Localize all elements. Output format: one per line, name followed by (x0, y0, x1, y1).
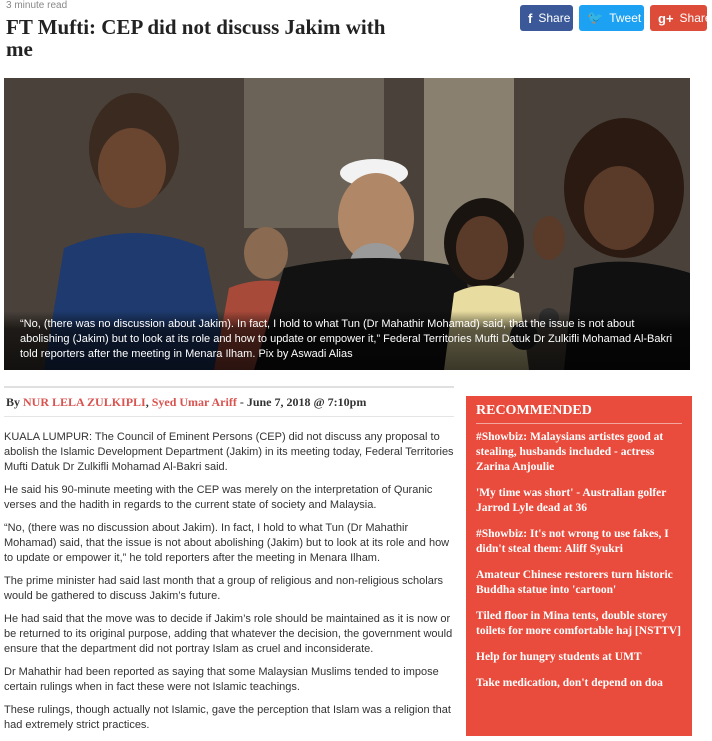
share-bar (520, 5, 712, 31)
read-time: 3 minute read (6, 0, 68, 11)
facebook-icon: f (528, 10, 533, 26)
twitter-share-label: Tweet (609, 11, 642, 25)
recommended-link[interactable]: Amateur Chinese restorers turn historic Buddha statue into 'cartoon' (476, 569, 673, 596)
byline-prefix: By (6, 395, 21, 409)
recommended-link[interactable]: Help for hungry students at UMT (476, 651, 642, 663)
twitter-icon: 🐦 (587, 10, 604, 25)
author-link[interactable]: Syed Umar Ariff (151, 395, 237, 409)
recommended-link[interactable]: Tiled floor in Mina tents, double storey toilets for more comfortable haj [NSTTV] (476, 610, 681, 637)
publish-date: - June 7, 2018 @ 7:10pm (239, 395, 367, 409)
author-separator: , (145, 395, 149, 409)
article-paragraph: “No, (there was no discussion about Jakim). In fact, I hold to what Tun (Dr Mahathir Mohamad) said, that the issue is not about abolishing (Jakim) but to look at its role and how to update or empower it,” he told reporters after the meeting in Menara Ilham. (4, 522, 450, 564)
article-paragraph: The prime minister had said last month that a group of religious and non-religious scholars would be gathered to discuss Jakim’s future. (4, 575, 444, 602)
byline (6, 395, 366, 410)
divider (4, 386, 454, 388)
facebook-share-button[interactable] (520, 5, 573, 31)
recommended-link[interactable]: #Showbiz: It's not wrong to use fakes, I didn't steal them: Aliff Syukri (476, 528, 669, 555)
twitter-share-button[interactable] (579, 5, 644, 31)
article-paragraph: These rulings, though actually not Islamic, gave the perception that Islam was a religion that had extremely strict practices. (4, 704, 451, 731)
divider (4, 416, 454, 417)
article-body (4, 430, 456, 741)
google-plus-icon: g+ (658, 10, 674, 26)
author-link[interactable]: NUR LELA ZULKIPLI (23, 395, 146, 409)
article-paragraph: Dr Mahathir had been reported as saying that some Malaysian Muslims tended to impose certain rulings when in fact these were not Islamic teachings. (4, 666, 439, 693)
google-plus-share-button[interactable] (650, 5, 712, 31)
recommended-link[interactable]: 'My time was short' - Australian golfer Jarrod Lyle dead at 36 (476, 487, 667, 514)
article-title: FT Mufti: CEP did not discuss Jakim with me (6, 15, 386, 61)
recommended-link[interactable]: #Showbiz: Malaysians artistes good at stealing, husbands included - actress Zarina Anjoulie (476, 431, 664, 473)
photo-caption: “No, (there was no discussion about Jakim). In fact, I hold to what Tun (Dr Mahathir Mohamad) said, that the issue is not about abolishing (Jakim) but to look at its role and how to update or empower it,” Federal Territories Mufti Datuk Dr Zulkifli Mohamad Al-Bakri told reporters after the meeting in Menara Ilham. Pix by Aswadi Alias (4, 311, 690, 370)
article-paragraph: He had said that the move was to decide if Jakim’s role should be maintained as it is now or be returned to its original purpose, adding that whatever the decision, the government would ensure that the department did not portray Islam as cruel and inconsiderate. (4, 613, 453, 655)
google-plus-share-label: Share (679, 11, 712, 25)
recommended-panel (466, 396, 692, 736)
article-photo (4, 78, 690, 370)
article-paragraph: KUALA LUMPUR: The Council of Eminent Persons (CEP) did not discuss any proposal to abolish the Islamic Development Department (Jakim) in its meeting today, Federal Territories Mufti Datuk Dr Zulkifli Mohamad Al-Bakri said. (4, 431, 454, 473)
article-paragraph: He said his 90-minute meeting with the CEP was merely on the interpretation of Quranic verses and the hadith in regards to the current state of society and Malaysia. (4, 484, 433, 511)
facebook-share-label: Share (538, 11, 571, 25)
recommended-link[interactable]: Take medication, don't depend on doa (476, 677, 663, 689)
recommended-title: RECOMMENDED (476, 403, 682, 424)
